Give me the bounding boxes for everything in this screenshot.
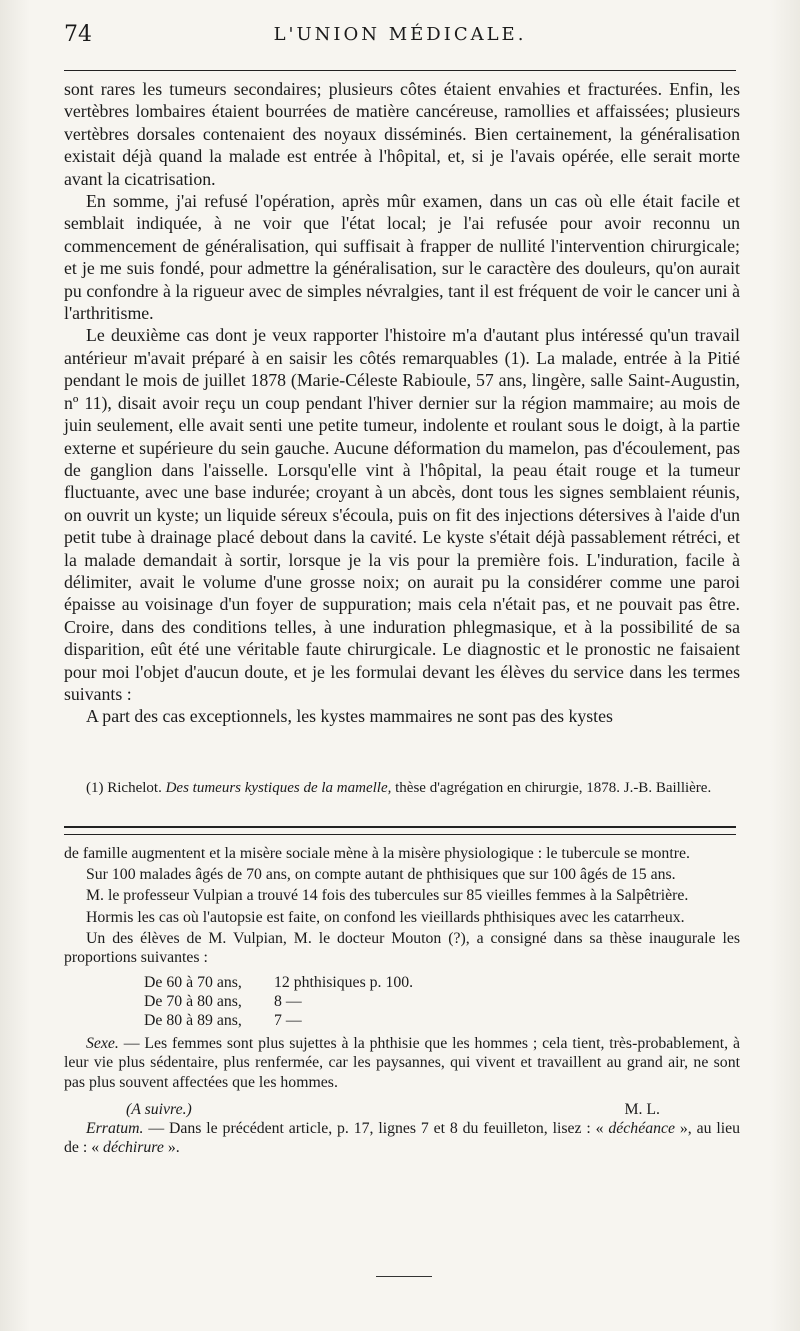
signature-row: [64, 1100, 740, 1119]
main-article: [64, 78, 740, 728]
page-header: [64, 22, 736, 52]
feuilleton-paragraph: Un des élèves de M. Vulpian, M. le docteur Mouton (?), a consigné dans sa thèse inaugurale les proportions suivantes :: [64, 929, 740, 967]
list-item: [144, 992, 740, 1011]
erratum-text: ».: [163, 1139, 180, 1157]
age-proportions-list: [144, 973, 740, 1030]
list-item: [144, 973, 740, 992]
author-signature: M. L.: [624, 1100, 660, 1118]
page-number: 74: [64, 22, 92, 47]
running-title: L'UNION MÉDICALE.: [273, 24, 527, 45]
feuilleton-paragraph: M. le professeur Vulpian a trouvé 14 fois des tubercules sur 85 vieilles femmes à la Salpêtrière.: [86, 887, 689, 905]
proportion-value: 8 —: [274, 993, 302, 1011]
article-paragraph: En somme, j'ai refusé l'opération, après mûr examen, dans un cas où elle était facile et semblait indiquée, à ne voir que l'état local; je l'ai refusée pour avoir reconnu un commencement de généralisation, qui suffisait à frapper de nullité l'intervention chirurgicale; et je me suis fondé, pour admettre la généralisation, sur le caractère des douleurs, qu'on aurait pu confondre à la rigueur avec de simples névralgies, tant il est fréquent de voir le cancer uni à l'arthritisme.: [64, 191, 740, 324]
erratum-text: », au lieu de : «: [64, 1120, 741, 1157]
erratum-wrong-word: déchirure: [103, 1139, 164, 1157]
sexe-paragraph: [64, 1034, 740, 1092]
sexe-label: Sexe.: [86, 1035, 119, 1053]
proportion-value: 7 —: [274, 1012, 302, 1030]
erratum-label: Erratum.: [86, 1120, 144, 1138]
header-rule: [64, 70, 736, 71]
erratum-paragraph: [64, 1119, 740, 1157]
list-item: [144, 1011, 740, 1030]
proportion-value: 12 phthisiques p. 100.: [274, 974, 414, 992]
feuilleton-paragraph: de famille augmentent et la misère sociale mène à la misère physiologique : le tubercule se montre.: [64, 845, 690, 862]
footnote-title: Des tumeurs kystiques de la mamelle,: [165, 780, 392, 796]
footnote-rest: thèse d'agrégation en chirurgie, 1878. J.-B. Baillière.: [395, 780, 712, 796]
feuilleton-paragraph: Sur 100 malades âgés de 70 ans, on compte autant de phthisiques que sur 100 âgés de 15 ans.: [86, 866, 676, 884]
age-range: De 80 à 89 ans,: [144, 1012, 242, 1030]
article-paragraph: A part des cas exceptionnels, les kystes mammaires ne sont pas des kystes: [86, 706, 613, 727]
feuilleton-paragraph: Hormis les cas où l'autopsie est faite, on confond les vieillards phthisiques avec les catarrheux.: [86, 908, 685, 926]
article-paragraph: sont rares les tumeurs secondaires; plusieurs côtes étaient envahies et fracturées. Enfin, les vertèbres lombaires étaient bourrées de matière cancéreuse, ramollies et affaissées; plusieurs vertèbres dorsales contenaient des noyaux disséminés. Bien certainement, la généralisation existait déjà quand la malade est entrée à l'hôpital, et, si je l'avais opérée, elle serait morte avant la cicatrisation.: [64, 79, 740, 189]
end-ornament: [376, 1276, 432, 1277]
age-range: De 70 à 80 ans,: [144, 993, 242, 1011]
to-follow-note: (A suivre.): [126, 1100, 192, 1118]
footnote: [64, 778, 740, 798]
footnote-marker: (1) Richelot.: [86, 780, 162, 796]
sexe-text: — Les femmes sont plus sujettes à la phthisie que les hommes ; cela tient, très-probablement, à leur vie plus sédentaire, plus renfermée, car les paysannes, qui vivent et travaillent au grand air, ne sont pas plus souvent affectées que les hommes.: [64, 1035, 740, 1091]
feuilleton-section: [64, 844, 740, 1159]
article-paragraph: Le deuxième cas dont je veux rapporter l'histoire m'a d'autant plus intéressé qu'un travail antérieur m'avait préparé à en saisir les côtés remarquables (1). La malade, entrée à la Pitié pendant le mois de juillet 1878 (Marie-Céleste Rabioule, 57 ans, lingère, salle Saint-Augustin, nº 11), disait avoir reçu un coup pendant l'hiver dernier sur la région mammaire; au mois de juin seulement, elle avait senti une petite tumeur, indolente et roulant sous le doigt, à la partie externe et supérieure du sein gauche. Aucune déformation du mamelon, pas d'écoulement, pas de ganglion dans l'aisselle. Lorsqu'elle vint à l'hôpital, la peau était rouge et la tumeur fluctuante, avec une base indurée; croyant à un abcès, dont tous les signes semblaient réunis, on ouvrit un kyste; un liquide séreux s'écoula, puis on fit des injections détersives à l'aide d'un petit tube à drainage placé debout dans la cavité. Le kyste s'était déjà passablement rétréci, et la malade demandait à sortir, lorsque je la vis pour la première fois. L'induration, facile à délimiter, avait le volume d'une grosse noix; on aurait pu la considérer comme une paroi épaisse au voisinage d'un foyer de suppuration; mais cela n'était pas, et ne pouvait pas être. Croire, dans des conditions telles, à une induration phlegmasique, et à la possibilité de sa disparition, eût été une véritable faute chirurgicale. Le diagnostic et le pronostic ne faisaient pour moi l'objet d'aucun doute, et je les formulai devant les élèves du service dans les termes suivants :: [64, 325, 740, 704]
erratum-text: — Dans le précédent article, p. 17, lignes 7 et 8 du feuilleton, lisez : «: [143, 1120, 609, 1138]
erratum-correct-word: déchéance: [608, 1120, 676, 1138]
feuilleton-divider: [64, 826, 736, 835]
age-range: De 60 à 70 ans,: [144, 974, 242, 992]
